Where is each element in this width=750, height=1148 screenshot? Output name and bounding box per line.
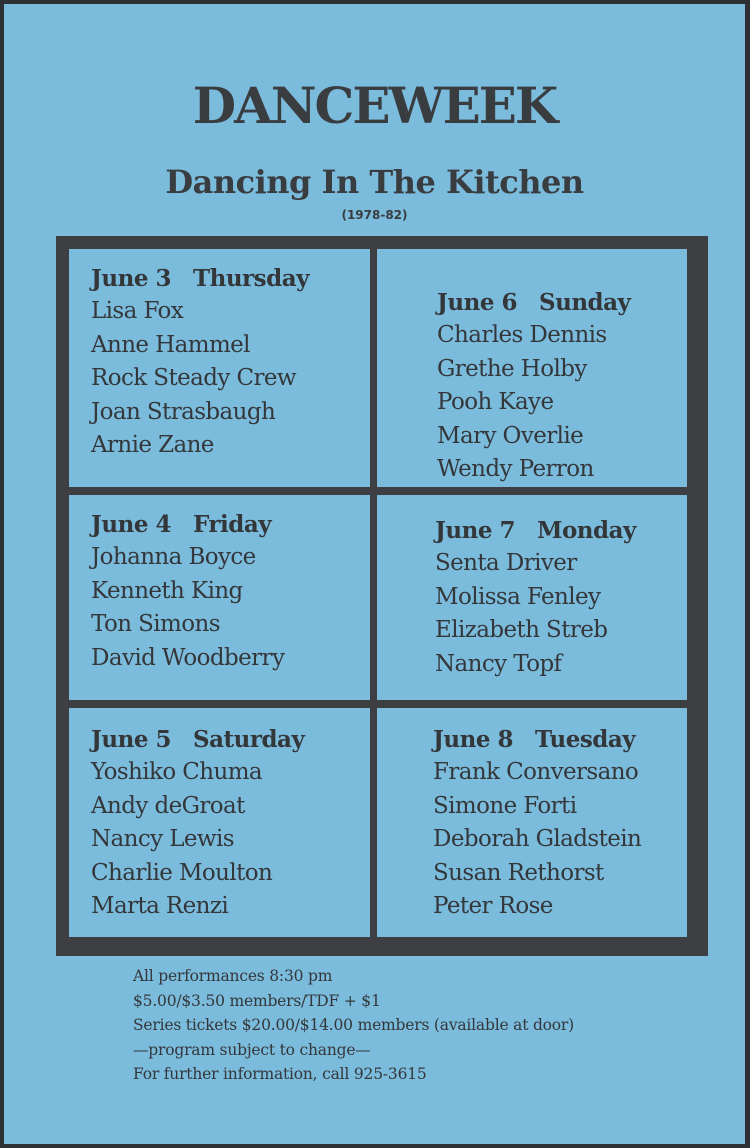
artist-name: Lisa Fox xyxy=(91,298,184,324)
info-line: For further information, call 925-3615 xyxy=(133,1065,427,1083)
artist-name: Frank Conversano xyxy=(433,759,639,785)
day-heading xyxy=(435,515,687,547)
schedule-grid xyxy=(56,236,708,956)
artist-name: Mary Overlie xyxy=(437,422,584,449)
day-weekday: Tuesday xyxy=(534,726,636,753)
schedule-cell-june-8 xyxy=(377,708,687,937)
artist-name: Grethe Holby xyxy=(437,355,587,382)
info-line: Series tickets $20.00/$14.00 members (available at door) xyxy=(133,1016,574,1034)
day-date: June 3 xyxy=(91,265,171,292)
schedule-cell-june-6 xyxy=(377,249,687,487)
artist-name: Simone Forti xyxy=(433,792,577,819)
schedule-cell-june-5 xyxy=(69,708,370,937)
day-heading xyxy=(91,724,370,756)
artist-name: Wendy Perron xyxy=(437,456,594,482)
day-date: June 6 xyxy=(437,289,517,316)
day-weekday: Friday xyxy=(192,511,272,538)
artist-name: Yoshiko Chuma xyxy=(91,759,263,785)
schedule-cell-june-7 xyxy=(377,495,687,700)
artist-name: Kenneth King xyxy=(91,577,243,604)
day-date: June 5 xyxy=(91,726,171,753)
artist-name: Susan Rethorst xyxy=(433,859,604,886)
performance-info xyxy=(133,964,574,1087)
day-date: June 8 xyxy=(433,726,513,753)
artist-name: Nancy Lewis xyxy=(91,826,234,852)
artist-name: David Woodberry xyxy=(91,644,285,671)
artist-name: Nancy Topf xyxy=(435,650,562,677)
day-weekday: Saturday xyxy=(192,726,305,753)
artist-name: Peter Rose xyxy=(433,893,553,919)
artist-name: Senta Driver xyxy=(435,550,577,576)
poster xyxy=(4,4,745,1144)
artist-name: Molissa Fenley xyxy=(435,583,601,610)
poster-years: (1978-82) xyxy=(341,208,408,222)
day-weekday: Monday xyxy=(536,517,636,544)
poster-subtitle: Dancing In The Kitchen xyxy=(165,163,584,201)
day-date: June 4 xyxy=(91,511,171,538)
artist-name: Deborah Gladstein xyxy=(433,826,642,852)
artist-name: Ton Simons xyxy=(91,611,220,637)
artist-name: Johanna Boyce xyxy=(91,544,256,570)
day-heading xyxy=(437,287,687,319)
day-heading xyxy=(91,509,370,541)
artist-name: Marta Renzi xyxy=(91,893,229,919)
artist-name: Rock Steady Crew xyxy=(91,365,296,391)
schedule-cell-june-3 xyxy=(69,249,370,487)
info-line: $5.00/$3.50 members/TDF + $1 xyxy=(133,991,381,1010)
artist-name: Elizabeth Streb xyxy=(435,617,608,643)
poster-title: DANCEWEEK xyxy=(192,76,557,135)
day-weekday: Thursday xyxy=(192,265,309,292)
info-line: All performances 8:30 pm xyxy=(133,967,333,985)
artist-name: Andy deGroat xyxy=(91,792,245,819)
info-line: —program subject to change— xyxy=(133,1040,371,1059)
artist-name: Charlie Moulton xyxy=(91,859,273,886)
day-date: June 7 xyxy=(435,517,515,544)
artist-name: Pooh Kaye xyxy=(437,389,554,415)
day-heading xyxy=(433,724,687,756)
artist-name: Arnie Zane xyxy=(91,432,214,458)
day-heading xyxy=(91,263,370,295)
artist-name: Joan Strasbaugh xyxy=(91,398,276,425)
schedule-cell-june-4 xyxy=(69,495,370,700)
artist-name: Charles Dennis xyxy=(437,322,607,348)
artist-name: Anne Hammel xyxy=(91,331,250,358)
day-weekday: Sunday xyxy=(538,289,631,316)
